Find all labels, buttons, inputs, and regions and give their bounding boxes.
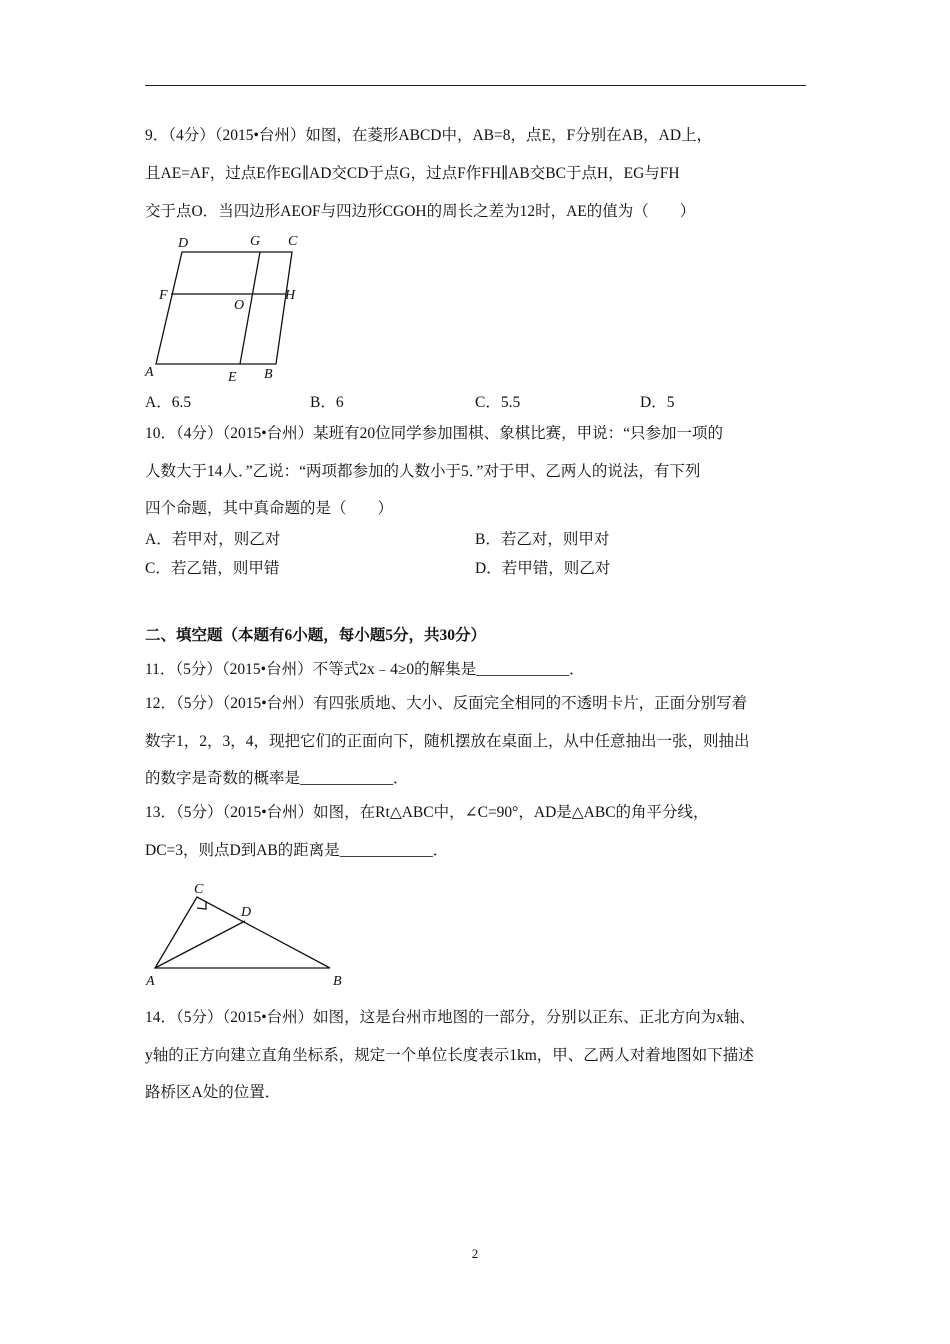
triangle-figure: [140, 877, 360, 992]
label-c: C: [288, 234, 298, 249]
header-rule: [145, 85, 806, 86]
section-title: 二、填空题（本题有6小题，每小题5分，共30分）: [145, 627, 487, 644]
page-number: 2: [471, 1246, 479, 1261]
q9-line-1: 9．（4分）（2015•台州）如图，在菱形ABCD中，AB=8，点E，F分别在AB，AD上，: [145, 127, 713, 144]
label-o: O: [234, 298, 245, 313]
rhombus-abcd: [156, 252, 292, 364]
q10-line-3: 四个命题，其中真命题的是（ ）: [145, 500, 394, 517]
q13-line-1: 13．（5分）（2015•台州）如图，在Rt△ABC中，∠C=90°，AD是△ABC的角平分线，: [145, 804, 709, 821]
right-angle-mark: [197, 902, 206, 909]
rhombus-figure: [140, 228, 320, 388]
q12-line-3: 的数字是奇数的概率是____________．: [145, 770, 409, 787]
q9-option-a: A．6.5: [145, 394, 192, 411]
label-c: C: [194, 882, 204, 897]
q9-option-c: C．5.5: [475, 394, 521, 411]
q10-option-b: B．若乙对，则甲对: [475, 531, 610, 548]
label-d: D: [178, 236, 189, 251]
q10-line-2: 人数大于14人．”乙说：“两项都参加的人数小于5．”对于甲、乙两人的说法，有下列: [145, 463, 701, 480]
q11-line-1: 11．（5分）（2015•台州）不等式2x﹣4≥0的解集是____________．: [145, 661, 585, 678]
q14-line-1: 14．（5分）（2015•台州）如图，这是台州市地图的一部分，分别以正东、正北方向为x轴、: [145, 1009, 755, 1026]
label-d: D: [241, 905, 252, 920]
q14-line-3: 路桥区A处的位置．: [145, 1084, 281, 1101]
label-f: F: [159, 288, 168, 303]
q9-line-3: 交于点O．当四边形AEOF与四边形CGOH的周长之差为12时，AE的值为（ ）: [145, 203, 696, 220]
q9-option-d: D．5: [640, 394, 675, 411]
label-h: H: [285, 288, 296, 303]
q10-line-1: 10．（4分）（2015•台州）某班有20位同学参加围棋、象棋比赛，甲说：“只参加一项的: [145, 425, 724, 442]
q10-option-c: C．若乙错，则甲错: [145, 560, 280, 577]
label-b: B: [264, 367, 273, 382]
label-a: A: [146, 974, 155, 989]
q9-line-2: 且AE=AF，过点E作EG∥AD交CD于点G，过点F作FH∥AB交BC于点H，EG与FH: [145, 165, 680, 182]
q10-option-a: A．若甲对，则乙对: [145, 531, 281, 548]
q12-line-2: 数字1，2，3，4，现把它们的正面向下，随机摆放在桌面上，从中任意抽出一张，则抽出: [145, 733, 750, 750]
label-g: G: [250, 234, 261, 249]
label-b: B: [333, 974, 342, 989]
q10-option-d: D．若甲错，则乙对: [475, 560, 611, 577]
q13-line-2: DC=3，则点D到AB的距离是____________．: [145, 842, 449, 859]
q9-option-b: B．6: [310, 394, 344, 411]
q14-line-2: y轴的正方向建立直角坐标系，规定一个单位长度表示1km，甲、乙两人对着地图如下描述: [145, 1047, 754, 1064]
label-a: A: [145, 365, 154, 380]
label-e: E: [228, 370, 237, 385]
q12-line-1: 12．（5分）（2015•台州）有四张质地、大小、反面完全相同的不透明卡片，正面分别写着: [145, 695, 748, 712]
